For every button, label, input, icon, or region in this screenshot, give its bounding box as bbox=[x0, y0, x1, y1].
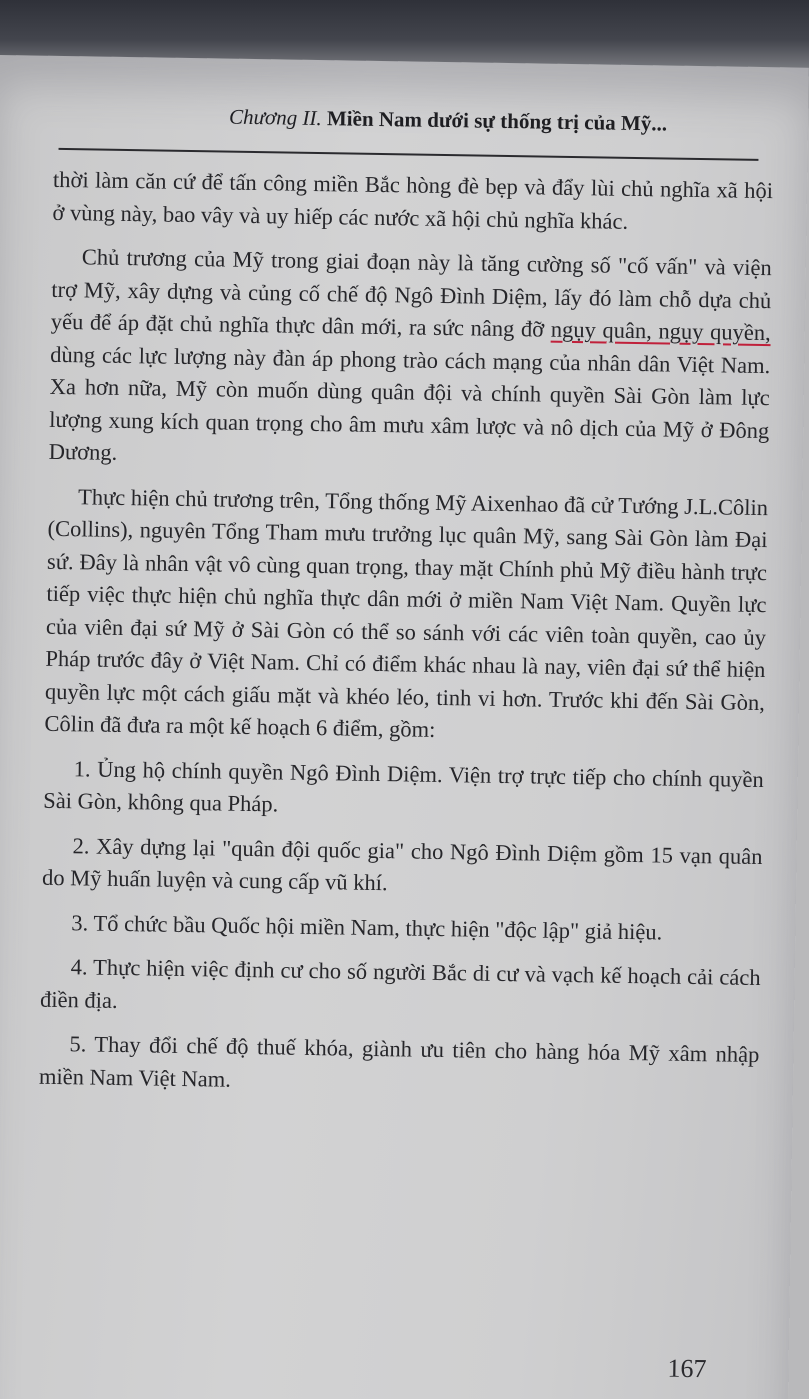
plan-item-1: 1. Ủng hộ chính quyền Ngô Đình Diệm. Viện trợ trực tiếp cho chính quyền Sài Gòn, không qua Pháp. bbox=[43, 755, 764, 817]
paragraph-us-policy bbox=[49, 241, 772, 480]
paragraph-continued: thời làm căn cứ để tấn công miền Bắc hòng đè bẹp và đẩy lùi chủ nghĩa xã hội ở vùng này, bao vây và uy hiếp các nước xã hội chủ nghĩa khác. bbox=[52, 166, 774, 234]
body-text bbox=[39, 164, 774, 1116]
chapter-label: Chương II. bbox=[228, 104, 322, 131]
running-header bbox=[229, 105, 759, 138]
plan-item-5: 5. Thay đổi chế độ thuế khóa, giành ưu tiên cho hàng hóa Mỹ xâm nhập miền Nam Việt Nam. bbox=[38, 1031, 760, 1092]
paragraph-collins: Thực hiện chủ trương trên, Tổng thống Mỹ Aixenhao đã cử Tướng J.L.Côlin (Collins), nguyên Tổng Tham mưu trưởng lục quân Mỹ, sang Sài Gòn làm Đại sứ. Đây là nhân vật vô cùng quan trọng, thay mặt Chính phủ Mỹ điều hành trực tiếp việc thực hiện chủ nghĩa thực dân mới ở miền Nam Việt Nam. Quyền lực của viên đại sứ Mỹ ở Sài Gòn có thể so sánh với các viên toàn quyền, cao ủy Pháp trước đây ở Việt Nam. Chỉ có điểm khác nhau là nay, viên đại sứ thể hiện quyền lực một cách giấu mặt và khéo léo, tinh vi hơn. Trước khi đến Sài Gòn, Côlin đã đưa ra một kế hoạch 6 điểm, gồm: bbox=[44, 483, 769, 742]
book-page bbox=[0, 55, 809, 1399]
page-number: 167 bbox=[667, 1353, 707, 1384]
plan-item-4: 4. Thực hiện việc định cư cho số người Bắc di cư và vạch kế hoạch cải cách điền địa. bbox=[39, 954, 761, 1013]
chapter-title: Miền Nam dưới sự thống trị của Mỹ... bbox=[326, 106, 668, 136]
text-span: Chủ trương của Mỹ trong giai đoạn này là tăng cường số "cố vấn" và viện trợ Mỹ, xây dựng và củng cố chế độ Ngô Đình Diệm, lấy đó làm chỗ dựa chủ yếu để áp đặt chủ nghĩa thực dân mới, ra sức nâng đỡ bbox=[50, 244, 772, 342]
text-span: dùng các lực lượng này đàn áp phong trào cách mạng của nhân dân Việt Nam. Xa hơn nữa, Mỹ còn muốn dùng quân đội và chính quyền Sài Gòn làm lực lượng xung kích quan trọng cho âm mưu xâm lược và nô dịch của Mỹ ở Đông Dương. bbox=[48, 341, 771, 465]
red-underlined-phrase: ngụy quân, ngụy quyền, bbox=[550, 316, 771, 346]
plan-item-3: 3. Tổ chức bầu Quốc hội miền Nam, thực hiện "độc lập" giả hiệu. bbox=[71, 909, 663, 945]
header-rule bbox=[59, 148, 759, 161]
plan-item-2: 2. Xây dựng lại "quân đội quốc gia" cho Ngô Đình Diệm gồm 15 vạn quân do Mỹ huấn luyện và cung cấp vũ khí. bbox=[41, 832, 763, 896]
